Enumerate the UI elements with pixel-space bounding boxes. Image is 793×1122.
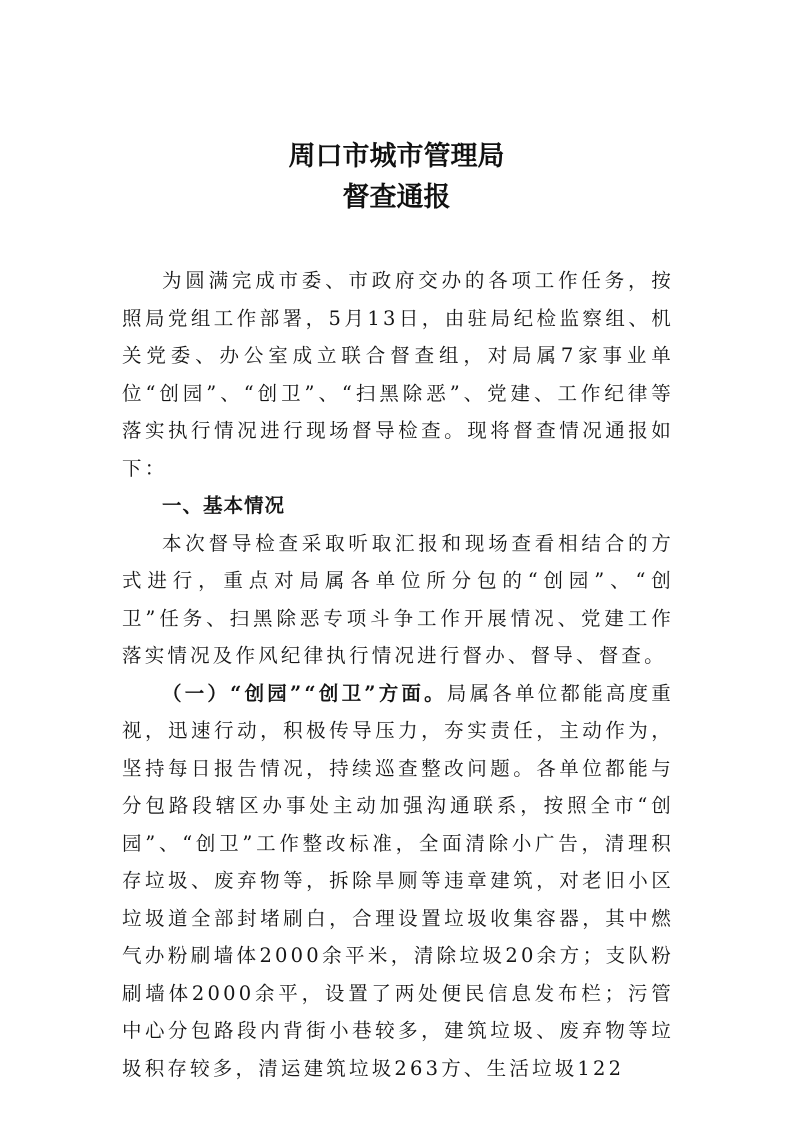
title-line-doc-type: 督查通报 [342,182,451,213]
title-line-org: 周口市城市管理局 [288,141,505,172]
intro-paragraph: 为圆满完成市委、市政府交办的各项工作任务，按照局党组工作部署，5月13日，由驻局纪检监察组、机关党委、办公室成立联合督查组，对局属7家事业单位“创园”、“创卫”、“扫黑除恶”、党建、工作纪律等落实执行情况进行现场督导检查。现将督查情况通报如下： [122,269,674,480]
section-heading-basic-situation: 一、基本情况 [162,494,286,517]
subsection-chuangyuan-chuangwei [122,675,674,1088]
document-title [0,136,793,218]
subsection-lead: （一）“创园”“创卫”方面。 [162,681,447,705]
section-body-basic-situation: 本次督导检查采取听取汇报和现场查看相结合的方式进行，重点对局属各单位所分包的“创园”、“创卫”任务、扫黑除恶专项斗争工作开展情况、党建工作落实情况及作风纪律执行情况进行督办、督导、督查。 [122,531,674,667]
document-body [122,262,674,1087]
subsection-body: 局属各单位都能高度重视，迅速行动，积极传导压力，夯实责任，主动作为，坚持每日报告情况，持续巡查整改问题。各单位都能与分包路段辖区办事处主动加强沟通联系，按照全市“创园”、“创卫”工作整改标准，全面清除小广告，清理积存垃圾、废弃物等，拆除旱厕等违章建筑，对老旧小区垃圾道全部封堵刷白，合理设置垃圾收集容器，其中燃气办粉刷墙体2000余平米，清除垃圾20余方；支队粉刷墙体2000余平，设置了两处便民信息发布栏；污管中心分包路段内背街小巷较多，建筑垃圾、废弃物等垃圾积存较多，清运建筑垃圾263方、生活垃圾122 [122,681,674,1080]
